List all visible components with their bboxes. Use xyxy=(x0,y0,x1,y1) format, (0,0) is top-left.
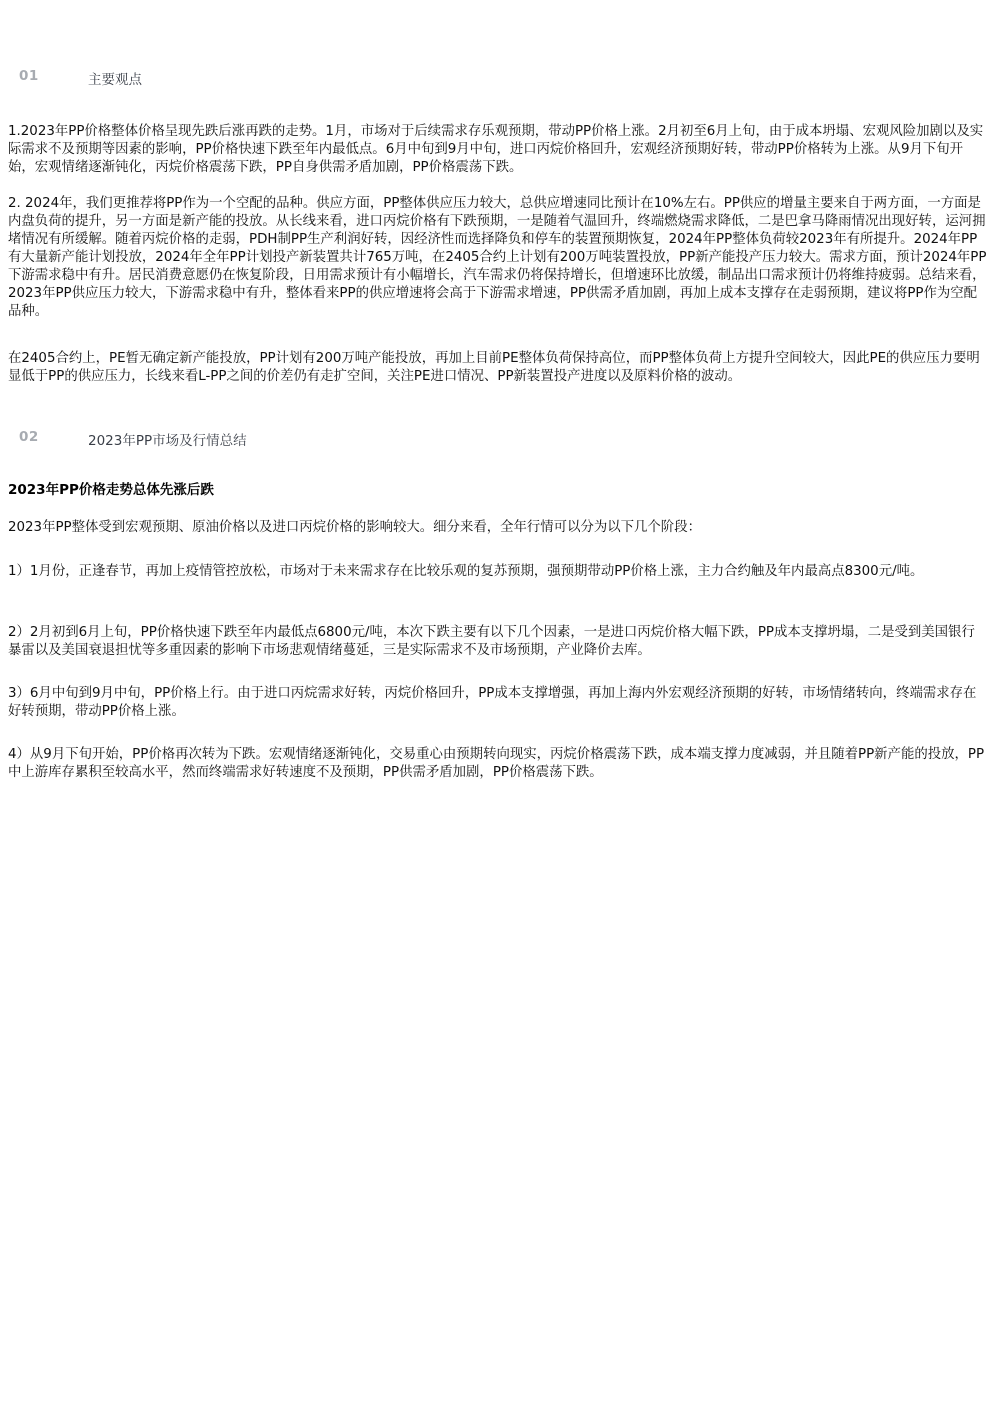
stage-item: 1）1月份，正逢春节，再加上疫情管控放松，市场对于未来需求存在比较乐观的复苏预期，强预期带动PP价格上涨，主力合约触及年内最高点8300元/吨。 xyxy=(8,564,924,579)
summary-paragraph-3: 在2405合约上，PE暂无确定新产能投放，PP计划有200万吨产能投放，再加上目前PE整体负荷保持高位，而PP整体负荷上方提升空间较大，因此PE的供应压力要明显低于PP的供应压力，长线来看L-PP之间的价差仍有走扩空间，关注PE进口情况、PP新装置投产进度以及原料价格的波动。 xyxy=(8,351,980,384)
section-number: 02 xyxy=(19,429,39,445)
market-review-intro: 2023年PP整体受到宏观预期、原油价格以及进口丙烷价格的影响较大。细分来看，全年行情可以分为以下几个阶段： xyxy=(8,520,701,535)
stage-item: 3）6月中旬到9月中旬，PP价格上行。由于进口丙烷需求好转，丙烷价格回升，PP成本支撑增强，再加上海内外宏观经济预期的好转，市场情绪转向，终端需求存在好转预期，带动PP价格上涨。 xyxy=(8,686,977,719)
summary-paragraph-2: 2. 2024年，我们更推荐将PP作为一个空配的品种。供应方面，PP整体供应压力较大，总供应增速同比预计在10%左右。PP供应的增量主要来自于两方面，一方面是内盘负荷的提升，另一方面是新产能的投放。从长线来看，进口丙烷价格有下跌预期，一是随着气温回升，终端燃烧需求降低，二是巴拿马降雨情况出现好转，运河拥堵情况有所缓解。随着丙烷价格的走弱，PDH制PP生产利润好转，因经济性而选择降负和停车的装置预期恢复，2024年PP整体负荷较2023年有所提升。2024年PP有大量新产能计划投放，2024年全年PP计划投产新装置共计765万吨，在2405合约上计划有200万吨装置投放，PP新产能投产压力较大。需求方面，预计2024年PP下游需求稳中有升。居民消费意愿仍在恢复阶段，日用需求预计有小幅增长，汽车需求仍将保持增长，但增速环比放缓，制品出口需求预计仍将维持疲弱。总结来看，2023年PP供应压力较大，下游需求稳中有升，整体看来PP的供应增速将会高于下游需求增速，PP供需矛盾加剧，再加上成本支撑存在走弱预期，建议将PP作为空配品种。 xyxy=(8,196,987,319)
section-title: 主要观点 xyxy=(88,72,142,88)
section-number: 01 xyxy=(19,68,39,84)
section-02-header xyxy=(0,429,992,451)
section-title: 2023年PP市场及行情总结 xyxy=(88,433,247,449)
section-01-header xyxy=(0,68,992,90)
stage-item: 2）2月初到6月上旬，PP价格快速下跌至年内最低点6800元/吨，本次下跌主要有以下几个因素，一是进口丙烷价格大幅下跌，PP成本支撑坍塌，二是受到美国银行暴雷以及美国衰退担忧等多重因素的影响下市场悲观情绪蔓延，三是实际需求不及市场预期，产业降价去库。 xyxy=(8,625,975,658)
summary-paragraph-1: 1.2023年PP价格整体价格呈现先跌后涨再跌的走势。1月，市场对于后续需求存乐观预期，带动PP价格上涨。2月初至6月上旬，由于成本坍塌、宏观风险加剧以及实际需求不及预期等因素的影响，PP价格快速下跌至年内最低点。6月中旬到9月中旬，进口丙烷价格回升，宏观经济预期好转，带动PP价格转为上涨。从9月下旬开始，宏观情绪逐渐钝化，丙烷价格震荡下跌，PP自身供需矛盾加剧，PP价格震荡下跌。 xyxy=(8,124,984,175)
stage-item: 4）从9月下旬开始，PP价格再次转为下跌。宏观情绪逐渐钝化，交易重心由预期转向现实，丙烷价格震荡下跌，成本端支撑力度减弱，并且随着PP新产能的投放，PP中上游库存累积至较高水平，然而终端需求好转速度不及预期，PP供需矛盾加剧，PP价格震荡下跌。 xyxy=(8,747,985,780)
market-review-heading: 2023年PP价格走势总体先涨后跌 xyxy=(8,482,214,498)
